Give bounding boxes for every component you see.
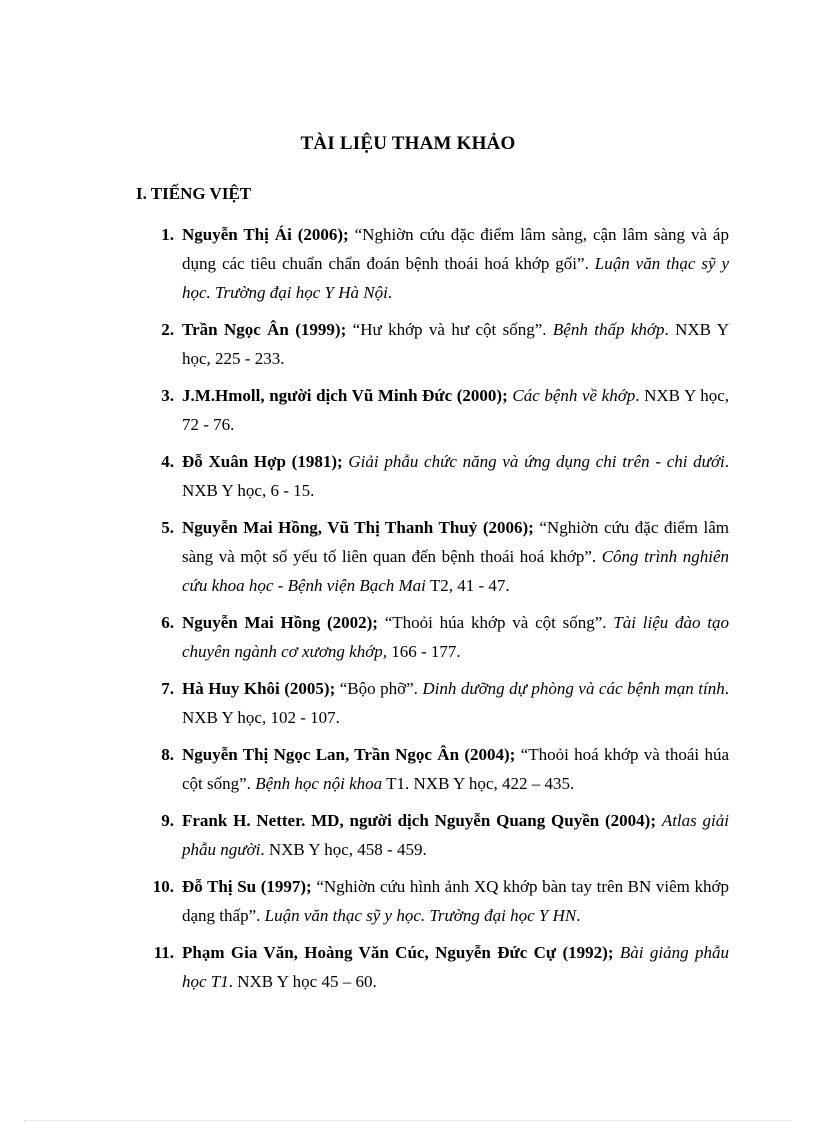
reference-source-title: Các bệnh về khớp (512, 386, 636, 405)
reference-item (161, 674, 729, 732)
reference-author: Frank H. Netter. MD, người dịch Nguyễn Quang Quyền (2004); (182, 811, 656, 830)
reference-source-title: Tài liệu đào tạo chuyên ngành cơ xương khớp, (182, 613, 729, 661)
reference-text: “Nghiờn cứu hình ảnh XQ khớp bàn tay trên BN viêm khớp dạng thấp”. (182, 877, 729, 925)
reference-source-title: Luận văn thạc sỹ y học. Trường đại học Y HN (264, 906, 577, 925)
reference-number: 2. (161, 320, 174, 339)
reference-number: 10. (152, 877, 174, 896)
reference-text: . NXB Y học, 225 - 233. (182, 320, 730, 368)
reference-list (0, 220, 816, 1004)
reference-number: 7. (161, 679, 174, 698)
footer-divider (24, 1120, 792, 1121)
reference-text: . (387, 283, 393, 302)
reference-number: 11. (153, 943, 174, 962)
reference-number: 6. (161, 613, 174, 632)
reference-author: Hà Huy Khôi (2005); (182, 679, 336, 698)
page-title: TÀI LIỆU THAM KHẢO (300, 133, 516, 154)
reference-author: Đỗ Thị Su (1997); (182, 877, 312, 896)
reference-author: Nguyễn Mai Hồng (2002); (182, 613, 378, 632)
reference-source-title: Bệnh thấp khớp (552, 320, 665, 339)
reference-author: Nguyễn Thị Ái (2006); (182, 225, 349, 244)
reference-text: “Hư khớp và hư cột sống”. (346, 320, 553, 339)
reference-source-title: Dinh dưỡng dự phòng và các bệnh mạn tính (422, 679, 725, 698)
reference-text: . NXB Y học, 6 - 15. (182, 452, 729, 500)
reference-source-title: Bài giảng phẫu học T1 (182, 943, 729, 991)
reference-item (161, 513, 729, 600)
reference-text: “Nghiờn cứu đặc điểm lâm sàng, cận lâm sàng và áp dụng các tiêu chuẩn chẩn đoán bệnh thoái hoá khớp gối”. (182, 225, 729, 273)
reference-item (152, 872, 729, 930)
reference-author: Nguyễn Mai Hồng, Vũ Thị Thanh Thuỷ (2006); (182, 518, 534, 537)
reference-text: . NXB Y học 45 – 60. (228, 972, 377, 991)
reference-item (161, 381, 730, 439)
reference-text: 166 - 177. (387, 642, 461, 661)
reference-text: “Nghiờn cứu đặc điểm lâm sàng và một số yếu tố liên quan đến bệnh thoái hoá khớp”. (182, 518, 729, 566)
reference-author: J.M.Hmoll, người dịch Vũ Minh Đức (2000); (182, 386, 508, 405)
reference-text: “Thoỏi hoá khớp và thoái húa cột sống”. (182, 745, 729, 793)
reference-source-title: Bệnh học nội khoa (255, 774, 383, 793)
reference-text: “Thoỏi húa khớp và cột sống”. (377, 613, 614, 632)
reference-source-title: Atlas giải phẫu người (182, 811, 730, 859)
reference-text: T2, 41 - 47. (425, 576, 510, 595)
section-heading: I. TIẾNG VIỆT (136, 184, 252, 203)
reference-number: 5. (161, 518, 174, 537)
reference-author: Phạm Gia Văn, Hoàng Văn Cúc, Nguyễn Đức Cự (1992); (182, 943, 614, 962)
reference-author: Nguyễn Thị Ngọc Lan, Trần Ngọc Ân (2004); (182, 745, 516, 764)
reference-author: Đỗ Xuân Hợp (1981); (182, 452, 343, 471)
reference-text: . NXB Y học, 458 - 459. (260, 840, 427, 859)
reference-text: . NXB Y học, 72 - 76. (182, 386, 730, 434)
reference-source-title: Luận văn thạc sỹ y học. Trường đại học Y Hà Nội (182, 254, 729, 302)
reference-item (153, 938, 729, 996)
reference-author: Trần Ngọc Ân (1999); (182, 320, 347, 339)
reference-text: “Bộo phỡ”. (335, 679, 423, 698)
reference-item (161, 608, 729, 666)
reference-source-title: Giải phẫu chức năng và ứng dụng chi trên - chi dưới (348, 452, 725, 471)
reference-number: 1. (161, 225, 174, 244)
reference-item (161, 740, 729, 798)
reference-text: T1. NXB Y học, 422 – 435. (382, 774, 575, 793)
reference-number: 8. (161, 745, 174, 764)
reference-item (161, 447, 729, 505)
reference-text: . (576, 906, 581, 925)
reference-item (161, 220, 729, 307)
reference-item (161, 315, 730, 373)
reference-text: . NXB Y học, 102 - 107. (182, 679, 729, 727)
reference-number: 9. (161, 811, 174, 830)
reference-source-title: Công trình nghiên cứu khoa học - Bệnh viện Bạch Mai (182, 547, 729, 595)
reference-number: 3. (161, 386, 174, 405)
reference-number: 4. (161, 452, 174, 471)
reference-item (161, 806, 730, 864)
